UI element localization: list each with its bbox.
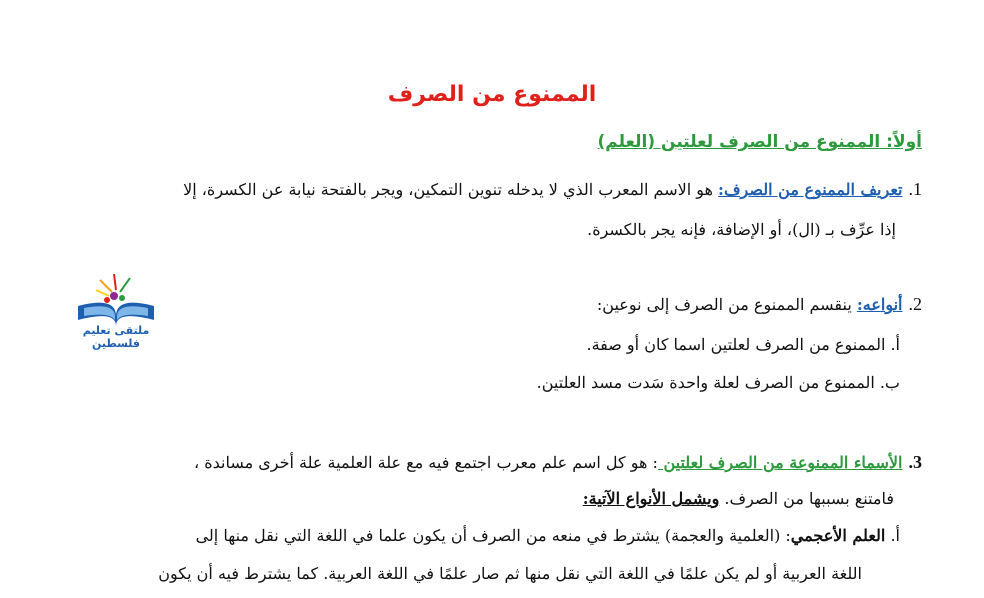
item2-text: ينقسم الممنوع من الصرف إلى نوعين: (596, 295, 857, 314)
item3-label: الأسماء الممنوعة من الصرف لعلتين (657, 453, 903, 472)
item3-sub-a-line2: اللغة العربية أو لم يكن علمًا في اللغة التي نقل منها ثم صار علمًا في اللغة العربية. كما يشترط فيه أن يكون (158, 564, 862, 583)
item3-sub-a-prefix: أ. (885, 526, 900, 545)
item3-sub-a (62, 524, 900, 548)
item3-number: 3. (908, 452, 922, 472)
item3-line2 (62, 487, 894, 511)
section-heading: أولاً: الممنوع من الصرف لعلتين (العلم) (597, 132, 922, 152)
item3-cont-text: فامتنع بسببها من الصرف. (719, 489, 894, 508)
item2-sub-a: أ. الممنوع من الصرف لعلتين اسما كان أو صفة. (586, 335, 900, 354)
item3-line1 (62, 450, 922, 475)
item1-text: هو الاسم المعرب الذي لا يدخله تنوين التمكين، ويجر بالفتحة نيابة عن الكسرة، إلا (183, 180, 719, 199)
item1-line1 (62, 177, 922, 202)
item3-cont-bold: ويشمل الأنواع الآتية: (582, 489, 720, 508)
item1-number: 1. (908, 179, 922, 199)
page-title: الممنوع من الصرف (387, 82, 597, 107)
logo-text: ملتقى تعليم فلسطين (82, 324, 150, 350)
item2-label: أنواعه: (856, 295, 903, 314)
item1-label: تعريف الممنوع من الصرف: (718, 180, 903, 199)
item2-line1 (62, 292, 922, 317)
item2-number: 2. (908, 294, 922, 314)
item3-sub-a-text: : (العلمية والعجمة) يشترط في منعه من الصرف أن يكون علما في اللغة التي نقل منها إلى (195, 526, 791, 545)
item3-sub-a-bold: العلم الأعجمي (790, 526, 886, 545)
item3-text: : هو كل اسم علم معرب اجتمع فيه مع علة العلمية علة أخرى مساندة ، (193, 453, 658, 472)
item1-line2: إذا عرِّف بـ (ال)، أو الإضافة، فإنه يجر بالكسرة. (587, 220, 896, 239)
item2-sub-b: ب. الممنوع من الصرف لعلة واحدة سَدت مسد العلتين. (536, 373, 900, 392)
